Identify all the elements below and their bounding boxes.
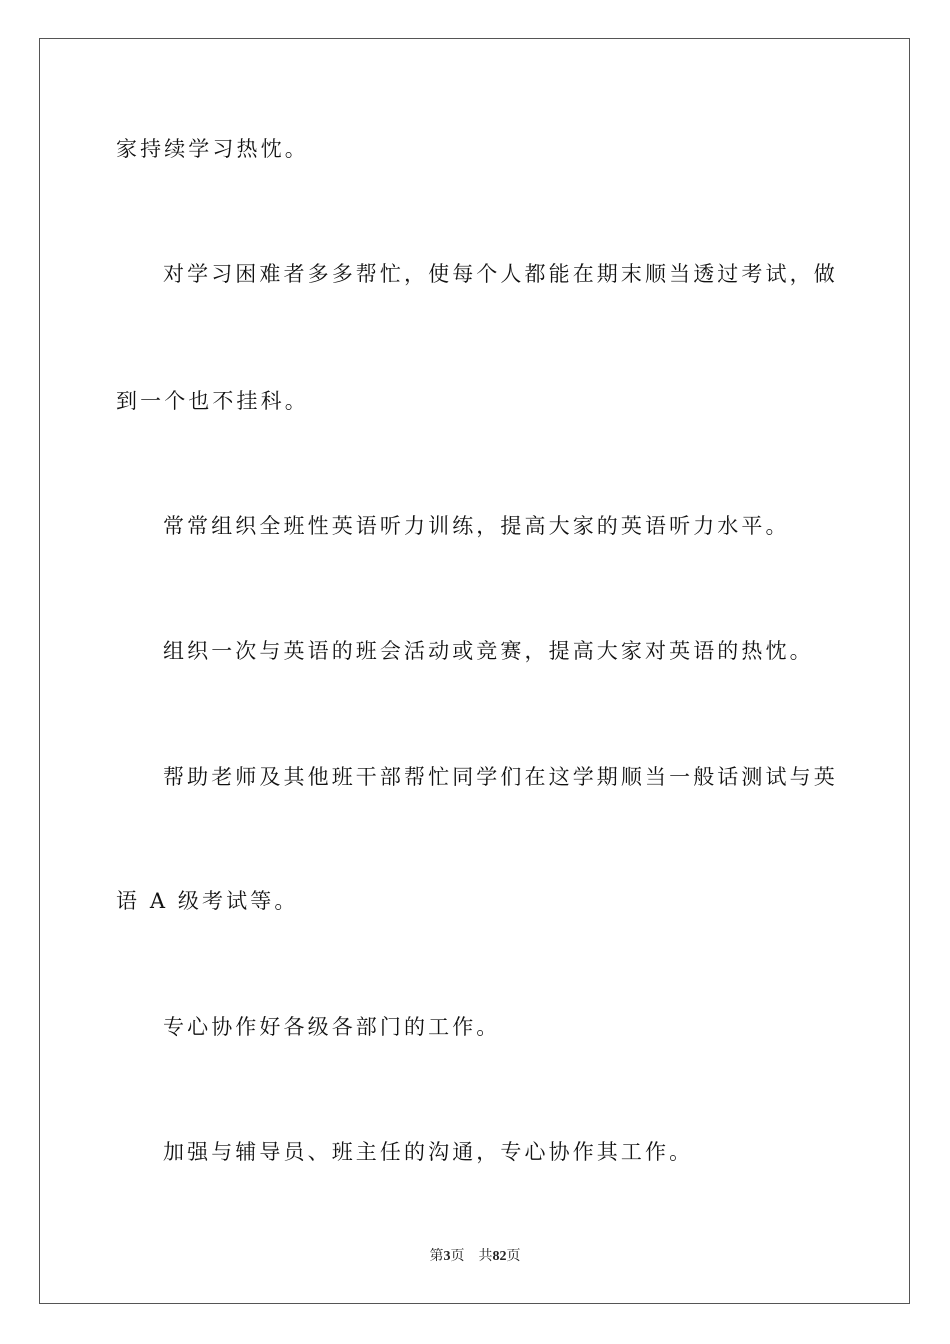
footer-total-prefix: 共 bbox=[478, 1248, 493, 1264]
paragraph-line: 对学习困难者多多帮忙，使每个人都能在期末顺当透过考试，做 bbox=[163, 262, 838, 286]
footer-total-suffix: 页 bbox=[506, 1248, 521, 1264]
paragraph-line: 家持续学习热忱。 bbox=[116, 137, 309, 161]
page-footer bbox=[0, 1246, 950, 1267]
paragraph-line: 常常组织全班性英语听力训练，提高大家的英语听力水平。 bbox=[163, 514, 790, 538]
page-border bbox=[39, 38, 910, 1304]
total-page-count: 82 bbox=[492, 1249, 507, 1264]
current-page-number: 3 bbox=[443, 1249, 451, 1264]
footer-page-suffix: 页 bbox=[450, 1248, 465, 1264]
paragraph-line: 组织一次与英语的班会活动或竞赛，提高大家对英语的热忱。 bbox=[163, 639, 814, 663]
paragraph-line: 语 A 级考试等。 bbox=[116, 889, 299, 913]
paragraph-line: 帮助老师及其他班干部帮忙同学们在这学期顺当一般话测试与英 bbox=[163, 765, 838, 789]
footer-page-prefix: 第 bbox=[429, 1248, 444, 1264]
paragraph-line: 专心协作好各级各部门的工作。 bbox=[163, 1015, 501, 1039]
paragraph-line: 加强与辅导员、班主任的沟通，专心协作其工作。 bbox=[163, 1140, 694, 1164]
paragraph-line: 到一个也不挂科。 bbox=[116, 389, 309, 413]
